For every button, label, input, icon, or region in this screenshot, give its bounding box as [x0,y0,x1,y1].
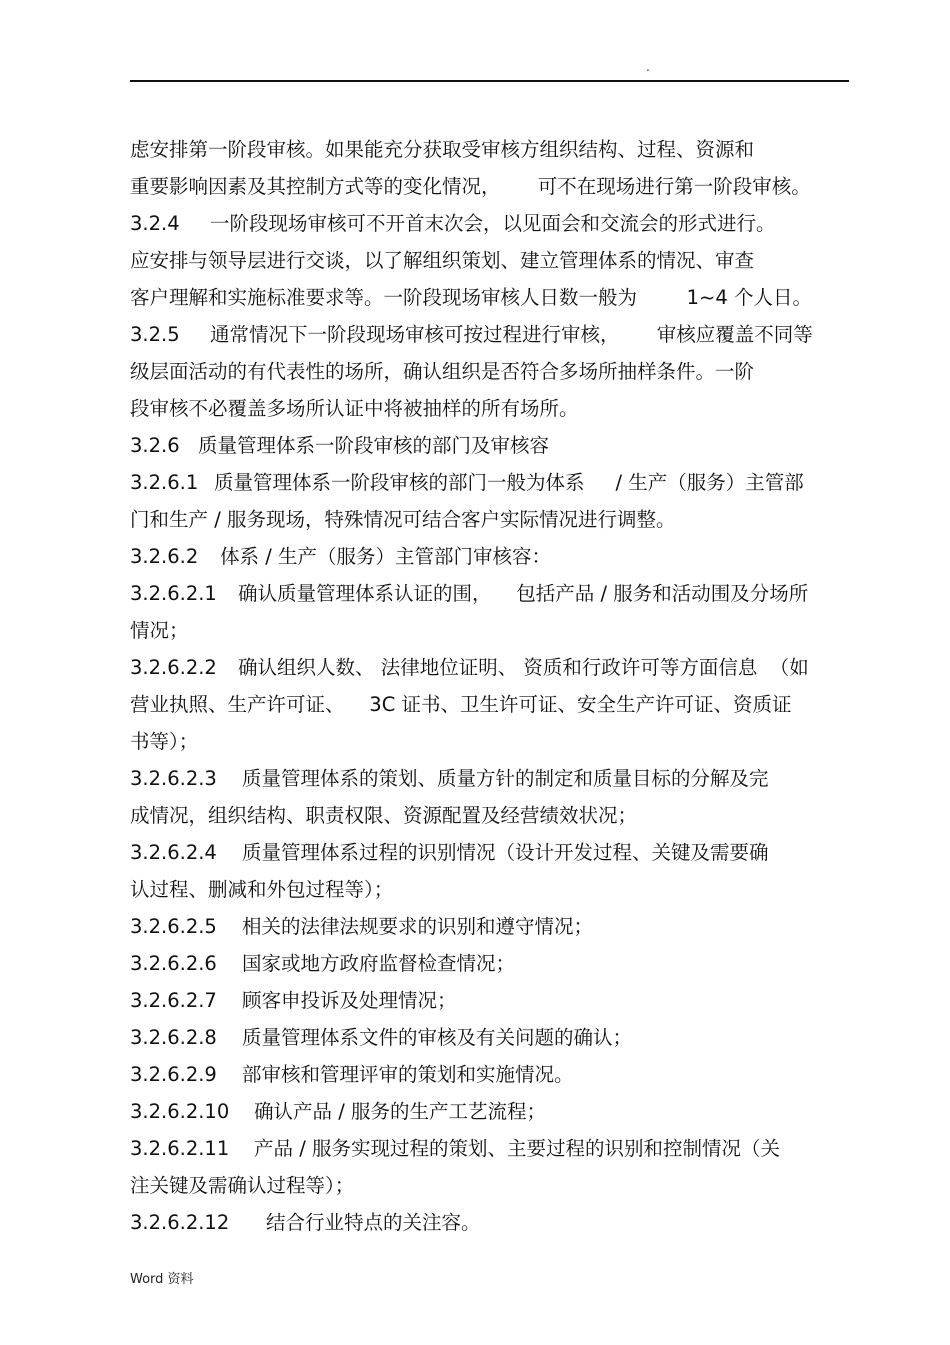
body-line [130,1061,574,1089]
body-line [130,1135,780,1163]
line-text: 相关的法律法规要求的识别和遵守情况； [242,915,594,938]
body-line [130,950,515,978]
section-number: 3.2.6.2.9 [130,1063,217,1086]
section-number: 3.2.6.2.7 [130,989,217,1012]
body-line [130,765,769,793]
line-text: 应安排与领导层进行交谈，以了解组织策划、建立管理体系的情况、审查 [130,249,755,272]
section-number: 3.2.6.2.8 [130,1026,217,1049]
section-number: 3.2.6.2.4 [130,841,217,864]
line-text: 段审核不必覆盖多场所认证中将被抽样的所有场所。 [130,397,579,420]
body-line [130,1209,481,1237]
body-line [130,913,593,941]
line-text: 结合行业特点的关注容。 [266,1211,481,1234]
line-text: 营业执照、生产许可证、 3C 证书、卫生许可证、安全生产许可证、资质证 [130,693,792,716]
body-line [130,395,579,423]
line-text: 重要影响因素及其控制方式等的变化情况， 可不在现场进行第一阶段审核。 [130,175,811,198]
section-number: 3.2.6.2.6 [130,952,217,975]
body-line [130,543,551,571]
body-line [130,358,754,386]
line-text: 体系 / 生产（服务）主管部门审核容： [220,545,551,568]
line-text: 质量管理体系过程的识别情况（设计开发过程、关键及需要确 [242,841,769,864]
body-line [130,987,457,1015]
header-mark: . [646,60,650,74]
line-text: 门和生产 / 服务现场，特殊情况可结合客户实际情况进行调整。 [130,508,676,531]
body-line [130,839,769,867]
line-text: 认过程、删减和外包过程等）； [130,878,394,901]
line-text: 质量管理体系一阶段审核的部门及审核容 [198,434,550,457]
line-text: 客户理解和实施标准要求等。一阶段现场审核人日数一般为 1~4 个人日。 [130,286,812,309]
section-number: 3.2.6 [130,434,180,457]
body-line [130,1172,354,1200]
body-line [130,691,792,719]
line-text: 确认质量管理体系认证的围， 包括产品 / 服务和活动围及分场所 [238,582,809,605]
line-text: 顾客申投诉及处理情况； [242,989,457,1012]
body-line [130,1098,546,1126]
body-line [130,728,198,756]
body-line [130,506,675,534]
line-text: 情况； [130,619,189,642]
line-text: 级层面活动的有代表性的场所，确认组织是否符合多场所抽样条件。一阶 [130,360,755,383]
section-number: 3.2.6.2.1 [130,582,217,605]
line-text: 部审核和管理评审的策划和实施情况。 [242,1063,574,1086]
section-number: 3.2.6.2.10 [130,1100,230,1123]
body-line [130,876,393,904]
body-line [130,284,812,312]
line-text: 质量管理体系文件的审核及有关问题的确认； [242,1026,633,1049]
body-line [130,247,754,275]
body-line [130,654,809,682]
body-line [130,321,813,349]
section-number: 3.2.5 [130,323,180,346]
body-line [130,580,808,608]
line-text: 书等）； [130,730,199,753]
line-text: 质量管理体系的策划、质量方针的制定和质量目标的分解及完 [242,767,769,790]
line-text: 注关键及需确认过程等）； [130,1174,355,1197]
line-text: 确认组织人数、 法律地位证明、 资质和行政许可等方面信息 （如 [238,656,809,679]
body-line [130,1024,632,1052]
line-text: 国家或地方政府监督检查情况； [242,952,516,975]
line-text: 成情况，组织结构、职责权限、资源配置及经营绩效状况； [130,804,638,827]
section-number: 3.2.6.2 [130,545,199,568]
body-line [130,469,804,497]
section-number: 3.2.6.2.11 [130,1137,230,1160]
section-number: 3.2.6.2.3 [130,767,217,790]
footer-label: Word 资料 [130,1272,194,1287]
body-line [130,432,549,460]
line-text: 虑安排第一阶段审核。如果能充分获取受审核方组织结构、过程、资源和 [130,138,755,161]
section-number: 3.2.4 [130,212,180,235]
line-text: 确认产品 / 服务的生产工艺流程； [254,1100,546,1123]
line-text: 质量管理体系一阶段审核的部门一般为体系 / 生产（服务）主管部 [214,471,804,494]
section-number: 3.2.6.1 [130,471,199,494]
line-text: 通常情况下一阶段现场审核可按过程进行审核， 审核应覆盖不同等 [210,323,813,346]
line-text: 一阶段现场审核可不开首末次会，以见面会和交流会的形式进行。 [210,212,776,235]
section-number: 3.2.6.2.5 [130,915,217,938]
header-rule [130,80,849,82]
section-number: 3.2.6.2.2 [130,656,217,679]
body-line [130,136,754,164]
body-line [130,173,811,201]
body-line [130,802,637,830]
line-text: 产品 / 服务实现过程的策划、主要过程的识别和控制情况（关 [254,1137,780,1160]
section-number: 3.2.6.2.12 [130,1211,230,1234]
body-line [130,210,776,238]
body-line [130,617,189,645]
